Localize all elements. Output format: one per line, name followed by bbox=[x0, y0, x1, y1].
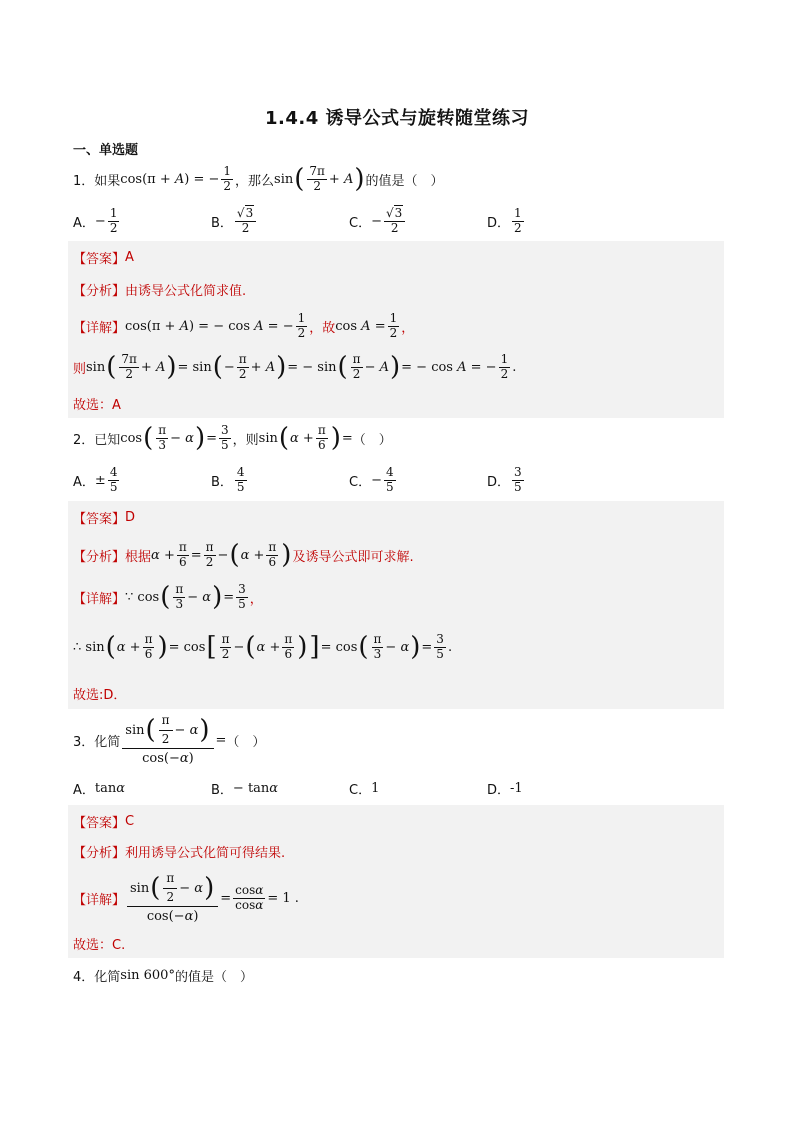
options-row bbox=[73, 463, 723, 497]
question-4 bbox=[73, 964, 253, 986]
option-c[interactable]: C． − $\frac{√3}{2}$ bbox=[349, 207, 487, 236]
option-a[interactable]: A． ± $\frac{4}{5}$ bbox=[73, 464, 118, 494]
question-text: 化简 bbox=[94, 734, 121, 750]
question-text: 的值是（ ） bbox=[174, 969, 253, 985]
options-row bbox=[73, 778, 723, 798]
question-number: 3． bbox=[73, 734, 95, 750]
detail-line: 【详解】 ∵ cos ( $\frac{\pi}{3}$ − α ) = $\frac{3}{5}$ ， bbox=[73, 581, 263, 612]
question-text: 的值是（ ） bbox=[365, 173, 444, 189]
choose-line: 故选:D． bbox=[73, 687, 127, 703]
choose-line: 故选：C. bbox=[73, 937, 126, 953]
detail-line: 【详解】 cos(π + A) = − cos A = − $\frac{1}{2}$ ，故 cos A = $\frac{1}{2}$ ， bbox=[73, 310, 415, 340]
detail-line-2: 则 sin ( $\frac{7\pi}{2}$ + A ) = sin ( − $\frac{\pi}{2}$ + A ) = − sin ( $\frac{\pi}{2}$ − A ) = − cos A = − $\frac{1}{2}$ . bbox=[73, 351, 517, 382]
page-title: 1.4.4 诱导公式与旋转随堂练习 bbox=[264, 108, 529, 129]
choose-line: 故选：A bbox=[73, 397, 121, 413]
answer-line: 【答案】 D bbox=[73, 509, 136, 527]
option-b[interactable]: B． $\frac{√3}{2}$ bbox=[211, 207, 349, 236]
option-b[interactable]: B． $\frac{4}{5}$ bbox=[211, 464, 245, 494]
question-2: 2． 已知 cos ( $\frac{\pi}{3}$ − α ) = $\frac{3}{5}$ ，则 sin ( α + $\frac{\pi}{6}$ ) = （ ） bbox=[73, 422, 392, 453]
option-c[interactable]: C． − $\frac{4}{5}$ bbox=[349, 464, 394, 494]
question-text: （ ） bbox=[226, 734, 266, 750]
question-text: （ ） bbox=[352, 432, 392, 448]
option-c[interactable]: C． 1 bbox=[349, 780, 380, 798]
question-1: 1． 如果 cos(π + A) = − $\frac{1}{2}$ ，那么 sin ( $\frac{7\pi}{2}$ + A ) 的值是（ ） bbox=[73, 163, 444, 194]
question-text: ，那么 bbox=[235, 173, 275, 189]
option-d[interactable]: D． -1 bbox=[487, 780, 523, 798]
question-3: 3． 化简 sin ( $\frac{\pi}{2}$ − α ) cos(−α) = （ ） bbox=[73, 712, 266, 767]
option-a[interactable]: A． − $\frac{1}{2}$ bbox=[73, 205, 118, 235]
answer-line: 【答案】 A bbox=[73, 249, 134, 267]
answer-value: D bbox=[125, 509, 136, 525]
fraction: sin ( $\frac{\pi}{2}$ − α ) cos(−α) bbox=[122, 714, 213, 767]
detail-line-2: ∴ sin ( α + $\frac{\pi}{6}$ ) = cos [ $\frac{\pi}{2}$ − ( α + $\frac{\pi}{6}$ ) ] = cos ( $\frac{\pi}{3}$ − α ) = $\frac{3}{5}$ . bbox=[73, 631, 453, 662]
detail-line: 【详解】 sin ( $\frac{\pi}{2}$ − α ) cos(−α) = $\frac{\cos\alpha}{\cos\alpha}$ = 1 . bbox=[73, 870, 299, 925]
question-text: ，则 bbox=[232, 432, 259, 448]
answer-value: A bbox=[125, 249, 134, 265]
analysis-line: 【分析】 根据 α + $\frac{\pi}{6}$ = $\frac{\pi}{2}$ − ( α + $\frac{\pi}{6}$ ) 及诱导公式即可求解. bbox=[73, 539, 414, 570]
answer-block-1 bbox=[68, 241, 724, 418]
analysis-line: 【分析】 利用诱导公式化简可得结果. bbox=[73, 845, 286, 861]
option-d[interactable]: D． $\frac{3}{5}$ bbox=[487, 464, 522, 494]
question-text: 化简 bbox=[94, 969, 121, 985]
math-expression: sin 600° bbox=[120, 967, 175, 983]
option-d[interactable]: D． $\frac{1}{2}$ bbox=[487, 205, 522, 235]
question-number: 2． bbox=[73, 432, 95, 448]
math-expression: cos(π + A) = − bbox=[120, 171, 220, 187]
fraction: $\frac{7\pi}{2}$ bbox=[309, 163, 325, 193]
question-number: 4． bbox=[73, 969, 95, 985]
section-heading: 一、单选题 bbox=[73, 143, 139, 158]
answer-line: 【答案】 C bbox=[73, 813, 135, 831]
answer-value: C bbox=[125, 813, 135, 829]
option-b[interactable]: B． − tanα bbox=[211, 780, 279, 798]
answer-block-3 bbox=[68, 805, 724, 958]
math-expression: sin bbox=[274, 171, 294, 187]
question-number: 1． bbox=[73, 173, 95, 189]
analysis-line: 【分析】 由诱导公式化简求值. bbox=[73, 283, 247, 299]
options-row bbox=[73, 204, 723, 238]
question-text: 如果 bbox=[94, 173, 121, 189]
option-a[interactable]: A． tanα bbox=[73, 780, 126, 798]
question-text: 已知 bbox=[94, 432, 121, 448]
fraction: $\frac{1}{2}$ bbox=[223, 163, 232, 193]
answer-block-2 bbox=[68, 501, 724, 709]
